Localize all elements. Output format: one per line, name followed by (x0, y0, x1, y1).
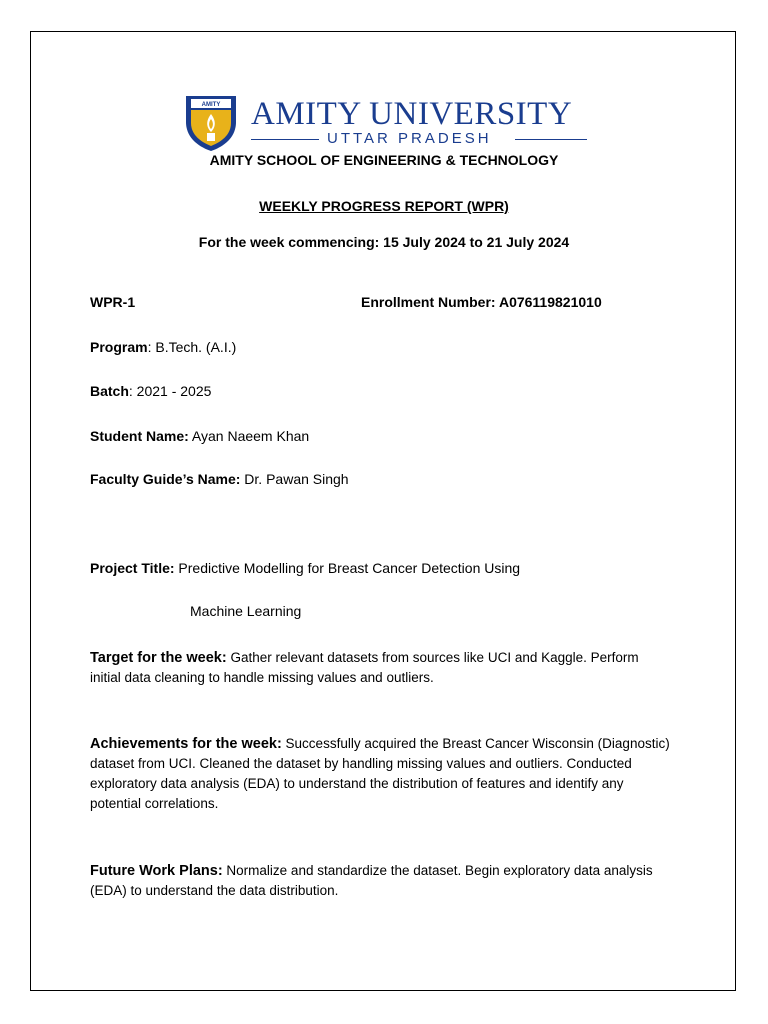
enrollment-number (361, 294, 602, 310)
amity-shield-icon (183, 92, 239, 152)
report-title: WEEKLY PROGRESS REPORT (WPR) (259, 198, 509, 214)
achievements-label: Achievements for the week: (90, 736, 282, 752)
target-label: Target for the week: (90, 650, 227, 666)
target-section (90, 648, 670, 688)
achievements-section (90, 734, 670, 814)
project-value-line2: Machine Learning (190, 603, 302, 619)
program-value: : B.Tech. (A.I.) (147, 339, 237, 355)
university-state-row (251, 132, 587, 146)
project-label: Project Title: (90, 560, 175, 576)
future-text: Normalize and standardize the dataset. Begin exploratory data analysis (EDA) to understand the data distribution. (90, 863, 653, 898)
batch-value: : 2021 - 2025 (128, 383, 212, 399)
student-value: Ayan Naeem Khan (188, 428, 310, 444)
guide-label: Faculty Guide’s Name: (90, 471, 241, 487)
student-row (90, 428, 309, 444)
batch-label: Batch (90, 383, 129, 399)
target-text: Gather relevant datasets from sources like UCI and Kaggle. Perform initial data cleaning to handle missing values and outliers. (90, 650, 639, 685)
wpr-id: WPR-1 (90, 294, 136, 310)
project-value-line1: Predictive Modelling for Breast Cancer Detection Using (174, 560, 521, 576)
svg-text:AMITY: AMITY (201, 102, 221, 108)
state-rule-left (251, 139, 319, 140)
university-logo (183, 92, 593, 154)
enrollment-value: A076119821010 (498, 294, 602, 310)
batch-row (90, 383, 211, 399)
project-row (90, 560, 520, 576)
future-label: Future Work Plans: (90, 863, 223, 879)
enrollment-label: Enrollment Number: (361, 294, 496, 310)
program-label: Program (90, 339, 148, 355)
university-name: AMITY UNIVERSITY (251, 96, 573, 132)
page-border (30, 31, 736, 991)
achievements-text: Successfully acquired the Breast Cancer Wisconsin (Diagnostic) dataset from UCI. Cleaned the dataset by handling missing values and outliers. Conducted exploratory data analysis (EDA) to understand the distribution of features and identify any potential correlations. (90, 736, 670, 811)
university-state: UTTAR PRADESH (327, 130, 492, 147)
guide-value: Dr. Pawan Singh (240, 471, 349, 487)
school-name: AMITY SCHOOL OF ENGINEERING & TECHNOLOGY (209, 152, 559, 168)
program-row (90, 339, 236, 355)
student-label: Student Name: (90, 428, 189, 444)
future-section (90, 861, 670, 901)
report-week: For the week commencing: 15 July 2024 to 21 July 2024 (198, 234, 570, 250)
state-rule-right (515, 139, 587, 140)
guide-row (90, 471, 349, 487)
